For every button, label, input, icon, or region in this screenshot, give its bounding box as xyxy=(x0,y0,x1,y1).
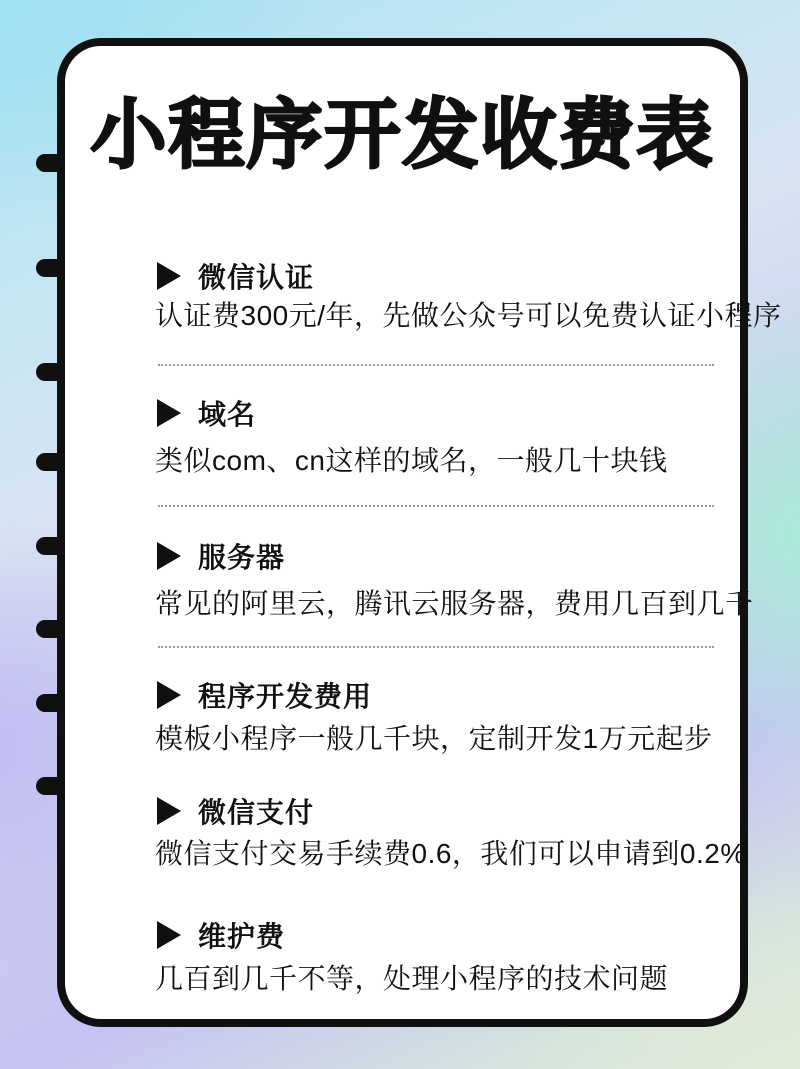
triangle-bullet-icon xyxy=(157,542,181,570)
section-heading-label: 服务器 xyxy=(198,542,286,573)
section-heading-maintenance-fee xyxy=(157,917,720,953)
poster-title: 小程序开发收费表 xyxy=(90,93,715,178)
section-description: 认证费300元/年，先做公众号可以免费认证小程序 xyxy=(155,300,782,331)
triangle-bullet-icon xyxy=(157,399,181,427)
section-heading-wechat-certification xyxy=(157,258,720,294)
triangle-bullet-icon xyxy=(157,797,181,825)
section-description: 几百到几千不等，处理小程序的技术问题 xyxy=(155,963,669,994)
dotted-divider xyxy=(158,646,714,648)
triangle-bullet-icon xyxy=(157,921,181,949)
section-description: 微信支付交易手续费0.6，我们可以申请到0.2% xyxy=(155,838,746,869)
section-description: 常见的阿里云，腾讯云服务器，费用几百到几千 xyxy=(155,588,754,619)
section-heading-domain xyxy=(157,395,720,431)
section-heading-wechat-pay xyxy=(157,793,720,829)
dotted-divider xyxy=(158,505,714,507)
section-heading-label: 域名 xyxy=(198,399,257,430)
section-description: 类似com、cn这样的域名，一般几十块钱 xyxy=(155,445,668,476)
triangle-bullet-icon xyxy=(157,262,181,290)
notebook-card xyxy=(57,38,782,1027)
section-heading-development-fee xyxy=(157,677,720,713)
section-heading-label: 维护费 xyxy=(198,921,286,952)
section-description: 模板小程序一般几千块，定制开发1万元起步 xyxy=(155,723,713,754)
section-heading-label: 微信支付 xyxy=(198,797,315,828)
section-heading-label: 程序开发费用 xyxy=(198,681,373,712)
section-heading-server xyxy=(157,538,720,574)
triangle-bullet-icon xyxy=(157,681,181,709)
dotted-divider xyxy=(158,364,714,366)
section-heading-label: 微信认证 xyxy=(198,262,315,293)
